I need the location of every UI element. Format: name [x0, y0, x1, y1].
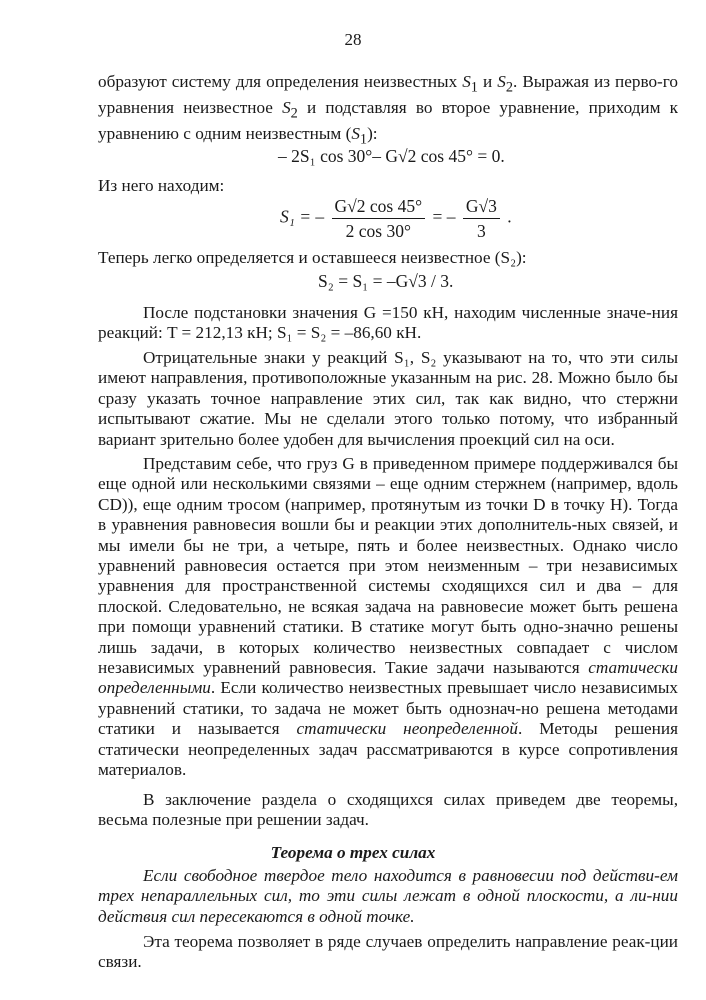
fraction-2	[463, 196, 500, 241]
eq2-mid: = –	[432, 206, 456, 227]
var-s2: S	[497, 72, 506, 91]
sub-2: 2	[505, 79, 513, 96]
intro-text-c: . Выражая из перво-го уравнения неизвестное	[98, 72, 678, 117]
statics-italic-1: статически определенными	[98, 658, 678, 698]
paragraph-next: Теперь легко определяется и оставшееся неизвестное (S₂):	[98, 248, 527, 267]
intro-text-e: ):	[367, 123, 378, 143]
equation-3: S₂ = S₁ = –G√3 / 3.	[318, 271, 454, 291]
intro-text-a: образуют систему для определения неизвестных	[98, 72, 463, 91]
sub-2b: 2	[290, 105, 298, 122]
theorem-statement: Если свободное твердое тело находится в равновесии под действи-ем трех непараллельных сил, то эти силы лежат в одной плоскости, а ли-нии действия сил пересекаются в одной точке.	[98, 866, 678, 926]
fraction-1	[332, 196, 426, 241]
theorem-title: Теорема о трех силах	[270, 843, 436, 862]
intro-text-d: и подставляя во второе уравнение, приходим к уравнению с одним неизвестным (	[98, 97, 679, 143]
sub-1: 1	[470, 79, 478, 96]
page-number: 28	[344, 30, 362, 49]
paragraph-signs: Отрицательные знаки у реакций S₁, S₂ указывают на то, что эти силы имеют направления, противоположные указанным на рис. 28. Можно было бы сразу указать точное направление этих сил, так как видно, что стержни испытывают сжатие. Мы не сделали этого только потому, что избранный вариант зрительно более удобен для вычисления проекций сил на оси.	[98, 348, 678, 449]
statics-text-a: Представим себе, что груз G в приведенном примере поддерживался бы еще одной или несколькими связями – еще одним стержнем (например, вдоль CD)), еще одним тросом (например, протянутым из точки D в точку H). Тогда в уравнения равновесия вошли бы и реакции этих дополнитель-ных связей, и мы имели бы не три, а четыре, пять и более неизвестных. Однако число уравнений равновесия остается при этом неизменным – три независимых уравнения для пространственной системы сходящихся сил и два – для плоской. Следовательно, не всякая задача на равновесие может быть решена при помощи уравнений статики. В статике могут быть одно-значно решены лишь задачи, в которых количество неизвестных совпадает с числом независимых уравнений равновесия. Такие задачи называются	[98, 454, 678, 678]
paragraph-find: Из него находим:	[98, 176, 225, 195]
paragraph-conclusion: В заключение раздела о сходящихся силах приведем две теоремы, весьма полезные при решении задач.	[98, 790, 678, 830]
fraction-2-denominator: 3	[476, 221, 486, 241]
var-s2b: S	[282, 97, 291, 117]
statics-italic-2: статически неопределенной	[296, 719, 518, 739]
equation-1: – 2S₁ cos 30°– G√2 cos 45° = 0.	[278, 146, 505, 166]
eq2-lhs: S₁ = –	[280, 206, 325, 227]
paragraph-final: Эта теорема позволяет в ряде случаев определить направление реак-ции связи.	[98, 932, 678, 972]
var-s1: S	[462, 72, 471, 91]
paragraph-intro	[98, 72, 678, 150]
intro-text-b: и	[477, 72, 498, 91]
sub-1b: 1	[359, 131, 368, 148]
fraction-1-numerator: G√2 cos 45°	[332, 196, 426, 219]
paragraph-statics	[98, 454, 678, 781]
fraction-1-denominator: 2 cos 30°	[345, 221, 411, 241]
eq2-end: .	[507, 206, 512, 227]
statics-text-c: . Методы решения статически неопределенных задач рассматриваются в курсе сопротивления материалов.	[98, 719, 678, 780]
equation-2	[280, 196, 512, 241]
fraction-2-numerator: G√3	[463, 196, 500, 219]
paragraph-values: После подстановки значения G =150 кН, находим численные значе-ния реакций: T = 212,13 кН; S₁ = S₂ = –86,60 кН.	[98, 303, 678, 343]
var-s1b: S	[351, 123, 360, 143]
statics-text-b: . Если количество неизвестных превышает число независимых уравнений статики, то задача не может быть однознач-но решена методами статики и называется	[98, 678, 678, 739]
